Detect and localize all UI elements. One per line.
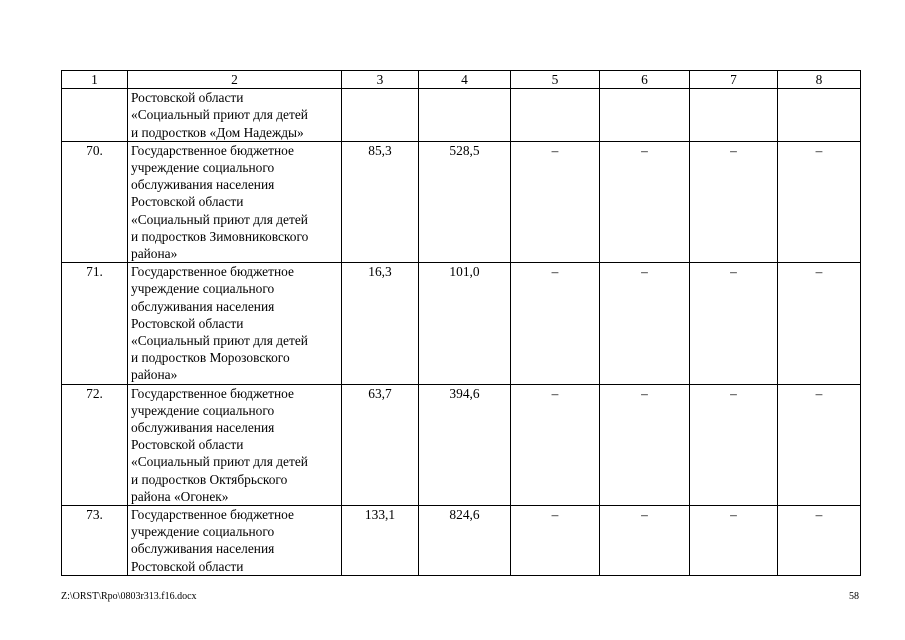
value-col3	[342, 89, 419, 142]
value-col7: –	[690, 506, 778, 576]
name-line: обслуживания населения	[131, 298, 275, 314]
row-number: 71.	[62, 263, 128, 384]
name-line: и подростков «Дом Надежды»	[131, 124, 304, 140]
name-line: Ростовской области	[131, 558, 244, 574]
name-line: и подростков Морозовского	[131, 350, 290, 366]
value-col3: 133,1	[342, 506, 419, 576]
value-col8: –	[778, 141, 861, 262]
value-col4: 528,5	[419, 141, 511, 262]
data-table	[61, 70, 861, 576]
name-line: Государственное бюджетное	[131, 507, 294, 523]
table-row	[62, 141, 861, 262]
row-number: 72.	[62, 384, 128, 505]
institution-name	[128, 141, 342, 262]
name-line: учреждение социального	[131, 402, 275, 418]
value-col6: –	[600, 263, 690, 384]
name-line: Ростовской области	[131, 194, 244, 210]
table-header-row	[62, 71, 861, 89]
name-line: учреждение социального	[131, 160, 275, 176]
column-header: 7	[690, 71, 778, 89]
institution-name	[128, 384, 342, 505]
column-header: 2	[128, 71, 342, 89]
name-line: района»	[131, 367, 178, 383]
name-line: учреждение социального	[131, 281, 275, 297]
column-header: 5	[511, 71, 600, 89]
value-col5	[511, 89, 600, 142]
name-line: Государственное бюджетное	[131, 385, 294, 401]
name-line: учреждение социального	[131, 524, 275, 540]
table-row	[62, 263, 861, 384]
value-col3: 85,3	[342, 141, 419, 262]
value-col5: –	[511, 263, 600, 384]
value-col6: –	[600, 384, 690, 505]
name-line: «Социальный приют для детей	[131, 107, 308, 123]
column-header: 6	[600, 71, 690, 89]
value-col8: –	[778, 263, 861, 384]
name-line: и подростков Зимовниковского	[131, 228, 309, 244]
name-line: и подростков Октябрьского	[131, 471, 288, 487]
name-line: обслуживания населения	[131, 177, 275, 193]
institution-name	[128, 263, 342, 384]
value-col6: –	[600, 141, 690, 262]
footer-file-path: Z:\ORST\Rpo\0803r313.f16.docx	[61, 591, 197, 602]
value-col8: –	[778, 506, 861, 576]
row-number: 73.	[62, 506, 128, 576]
value-col7	[690, 89, 778, 142]
row-number	[62, 89, 128, 142]
name-line: Государственное бюджетное	[131, 264, 294, 280]
name-line: Государственное бюджетное	[131, 142, 294, 158]
table-row	[62, 384, 861, 505]
value-col4: 101,0	[419, 263, 511, 384]
name-line: обслуживания населения	[131, 420, 275, 436]
name-line: «Социальный приют для детей	[131, 333, 308, 349]
row-number: 70.	[62, 141, 128, 262]
value-col5: –	[511, 141, 600, 262]
name-line: Ростовской области	[131, 437, 244, 453]
value-col7: –	[690, 384, 778, 505]
column-header: 3	[342, 71, 419, 89]
value-col6: –	[600, 506, 690, 576]
column-header: 1	[62, 71, 128, 89]
value-col7: –	[690, 141, 778, 262]
table-row	[62, 506, 861, 576]
value-col5: –	[511, 384, 600, 505]
footer-page-number: 58	[849, 591, 859, 602]
value-col6	[600, 89, 690, 142]
institution-name	[128, 506, 342, 576]
name-line: «Социальный приют для детей	[131, 454, 308, 470]
value-col8	[778, 89, 861, 142]
value-col3: 16,3	[342, 263, 419, 384]
value-col3: 63,7	[342, 384, 419, 505]
institution-name	[128, 89, 342, 142]
name-line: обслуживания населения	[131, 541, 275, 557]
name-line: района «Огонек»	[131, 488, 229, 504]
name-line: «Социальный приют для детей	[131, 211, 308, 227]
value-col5: –	[511, 506, 600, 576]
name-line: Ростовской области	[131, 315, 244, 331]
column-header: 8	[778, 71, 861, 89]
name-line: района»	[131, 246, 178, 262]
value-col8: –	[778, 384, 861, 505]
value-col7: –	[690, 263, 778, 384]
name-line: Ростовской области	[131, 90, 244, 106]
column-header: 4	[419, 71, 511, 89]
value-col4	[419, 89, 511, 142]
value-col4: 824,6	[419, 506, 511, 576]
table-row	[62, 89, 861, 142]
value-col4: 394,6	[419, 384, 511, 505]
